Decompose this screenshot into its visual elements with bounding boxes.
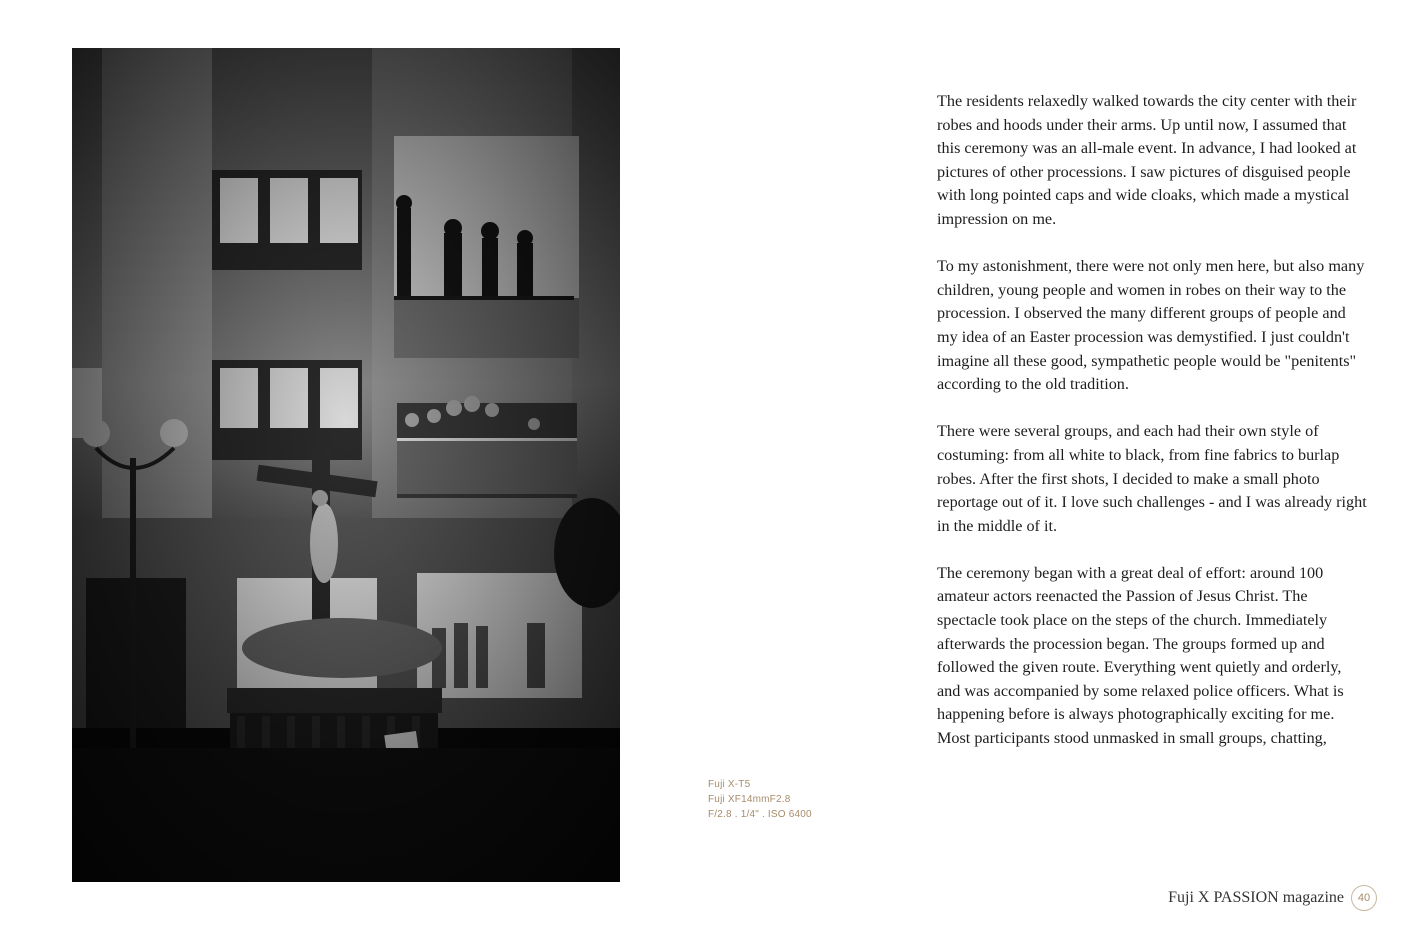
- article-paragraph: To my astonishment, there were not only men here, but also many children, young people and women in robes on their way to the procession. I observed the many different groups of people and my idea of an Easter procession was demystified. I just couldn't imagine all these good, sympathetic people would be "penitents" according to the old tradition.: [937, 257, 1365, 394]
- caption-settings: F/2.8 . 1/4" . ISO 6400: [708, 809, 812, 820]
- procession-photo: [72, 48, 620, 882]
- caption-lens: Fuji XF14mmF2.8: [708, 794, 791, 805]
- page-footer: [1168, 884, 1377, 912]
- photo-caption: [708, 777, 812, 822]
- article-paragraph: The ceremony began with a great deal of effort: around 100 amateur actors reenacted the Passion of Jesus Christ. The spectacle took place on the steps of the church. Immediately afterwards the procession began. The groups formed up and followed the given route. Everything went quietly and orderly, and was accompanied by some relaxed police officers. What is happening before is always photographically exciting for me. Most participants stood unmasked in small groups, chatting,: [937, 563, 1344, 748]
- article-paragraph: The residents relaxedly walked towards the city center with their robes and hoods under their arms. Up until now, I assumed that this ceremony was an all-male event. In advance, I had looked at pictures of other processions. I saw pictures of disguised people with long pointed caps and wide cloaks, which made a mystical impression on me.: [937, 92, 1357, 228]
- article-paragraph: There were several groups, and each had their own style of costuming: from all white to black, from fine fabrics to burlap robes. After the first shots, I decided to make a small photo reportage out of it. I love such challenges - and I was already right in the middle of it.: [937, 422, 1367, 535]
- article-body: [937, 90, 1367, 774]
- magazine-title: Fuji X PASSION magazine: [1168, 889, 1344, 906]
- page-number: 40: [1351, 885, 1377, 911]
- caption-camera: Fuji X-T5: [708, 779, 751, 790]
- photo-image: [72, 48, 620, 882]
